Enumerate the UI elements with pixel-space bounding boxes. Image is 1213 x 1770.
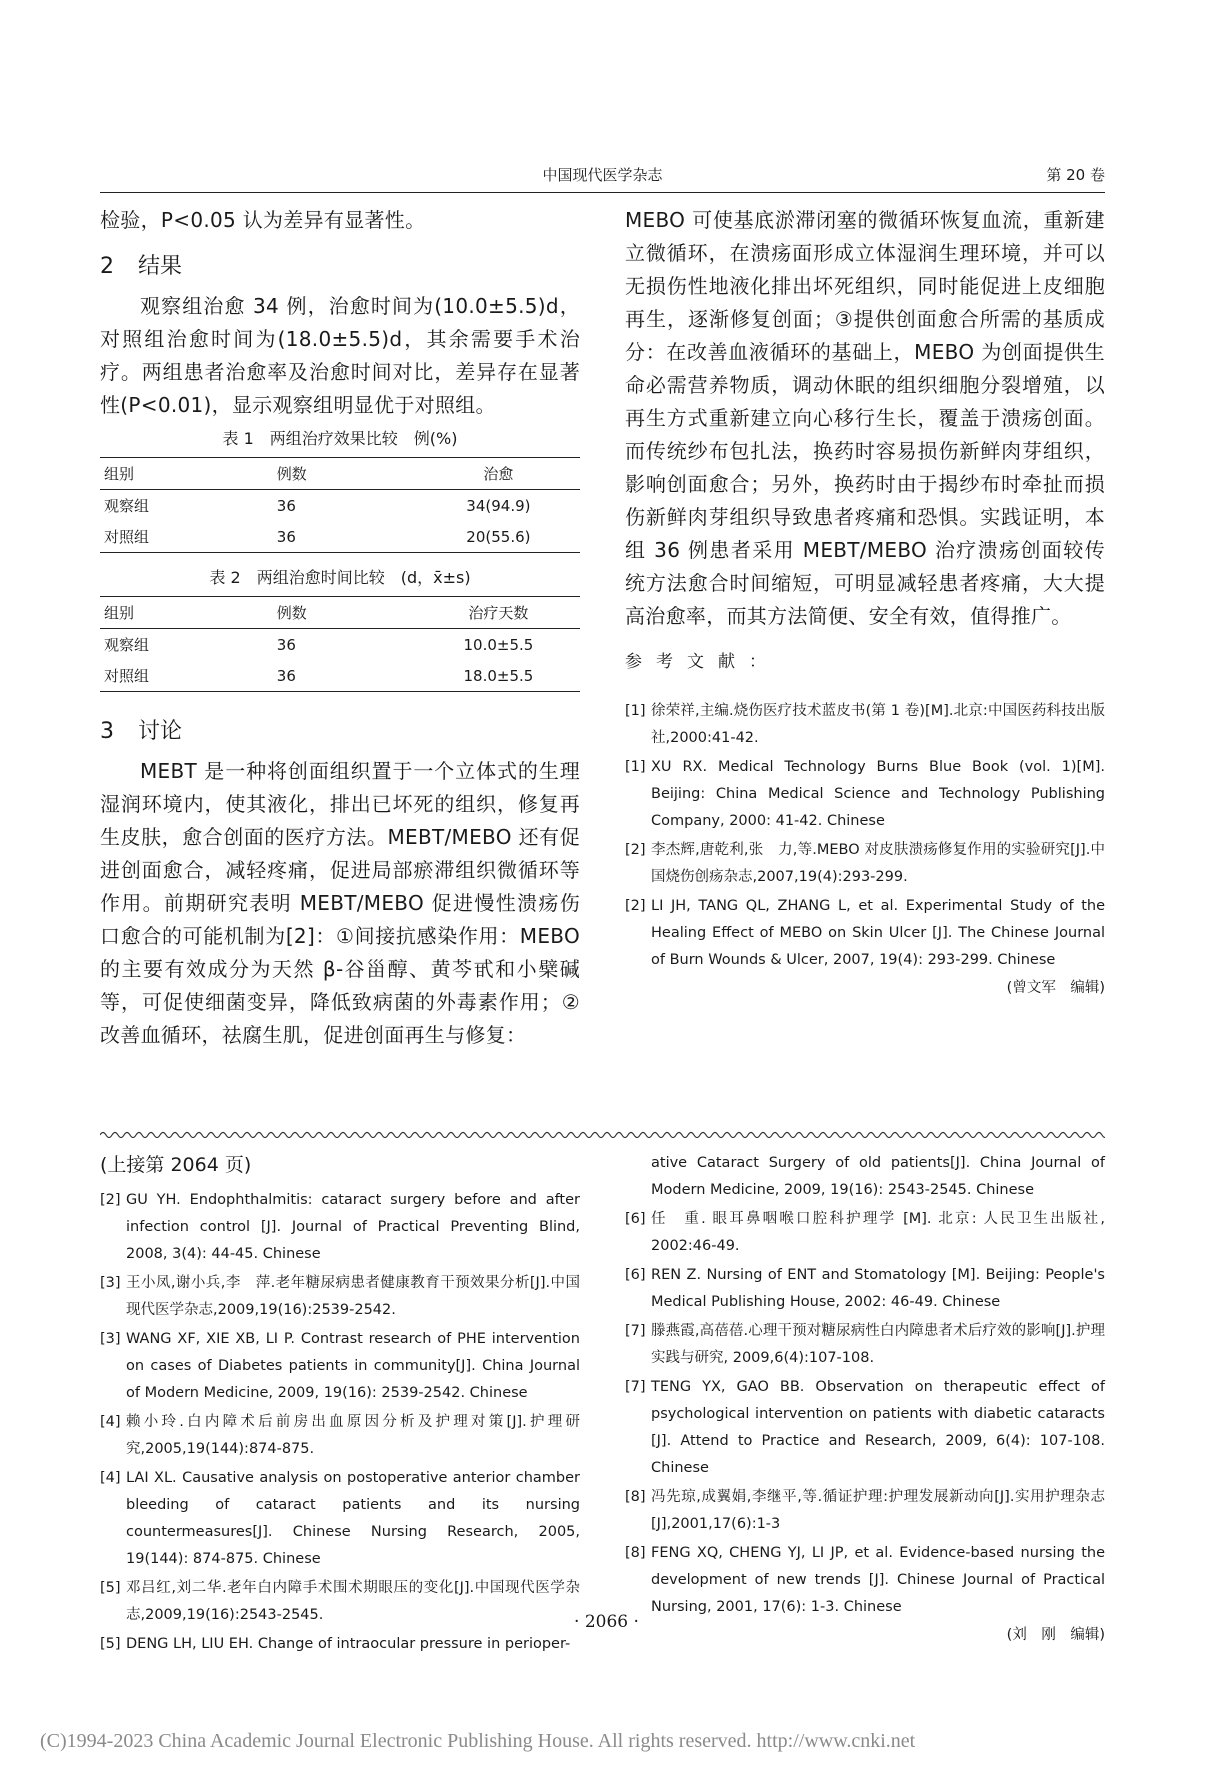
reference-item: [2] GU YH. Endophthalmitis: cataract surgery before and after infection control [J]. Journal of Practical Preventing Blind, 2008, 3(4): 44-45. Chinese [100,1192,580,1262]
wavy-divider [100,1128,1105,1142]
reference-item: [8] 冯先琼,成翼娟,李继平,等.循证护理:护理发展新动向[J].实用护理杂志[J],2001,17(6):1-3 [625,1489,1105,1532]
continued-heading: (上接第 2064 页) [100,1154,252,1176]
table-header-cell: 例数 [273,458,417,490]
reference-item: [3] 王小凤,谢小兵,李 萍.老年糖尿病患者健康教育干预效果分析[J].中国现代医学杂志,2009,19(16):2539-2542. [100,1275,580,1318]
reference-item: [1] XU RX. Medical Technology Burns Blue Book (vol. 1)[M]. Beijing: China Medical Science and Technology Publishing Company, 2000: 41-42. Chinese [625,759,1105,829]
table-cell: 34(94.9) [466,496,531,515]
section-heading-discussion [100,714,580,745]
section-heading-results [100,249,580,280]
reference-item: [1] 徐荣祥,主编.烧伤医疗技术蓝皮书(第 1 卷)[M].北京:中国医药科技出版社,2000:41-42. [625,703,1105,746]
table-row [100,660,580,692]
table-cell: 观察组 [104,497,150,515]
table-header-row [100,458,580,490]
table-header-cell: 组别 [100,458,273,490]
paragraph-discussion: MEBT 是一种将创面组织置于一个立体式的生理湿润环境内，使其液化，排出已坏死的组织，修复再生皮肤，愈合创面的医疗方法。MEBT/MEBO 还有促进创面愈合，减轻疼痛，促进局部瘀滞组织微循环等作用。前期研究表明 MEBT/MEBO 促进慢性溃疡伤口愈合的可能机制为[2]：①间接抗感染作用：MEBO 的主要有效成分为天然 β-谷甾醇、黄芩甙和小檗碱等，可促使细菌变异，降低致病菌的外毒素作用；②改善血循环，祛腐生肌，促进创面再生与修复： [100,759,580,1047]
section-number: 3 [100,719,114,744]
reference-item: [8] FENG XQ, CHENG YJ, LI JP, et al. Evidence-based nursing the development of new trends [J]. Chinese Journal of Practical Nursing, 2001, 17(6): 1-3. Chinese [625,1545,1105,1615]
reference-item: [4] LAI XL. Causative analysis on postoperative anterior chamber bleeding of cataract patients and its nursing countermeasures[J]. Chinese Nursing Research, 2005, 19(144): 874-875. Chinese [100,1470,580,1567]
reference-item: [7] 滕燕霞,高蓓蓓.心理干预对糖尿病性白内障患者术后疗效的影响[J].护理实践与研究, 2009,6(4):107-108. [625,1323,1105,1366]
editor-credit: (刘 刚 编辑) [1006,1627,1105,1643]
table-cell: 36 [273,521,417,553]
left-column [100,204,580,1052]
references-heading: 参考文献： [625,652,780,672]
volume-label: 第 20 卷 [1046,166,1105,184]
table-cell: 对照组 [100,521,273,553]
reference-item: ative Cataract Surgery of old patients[J]. China Journal of Modern Medicine, 2009, 19(16): 2543-2545. Chinese [651,1155,1105,1198]
table-cell: 对照组 [100,660,273,692]
reference-list [625,698,1105,974]
paragraph-results: 观察组治愈 34 例，治愈时间为(10.0±5.5)d，对照组治愈时间为(18.0±5.5)d，其余需要手术治疗。两组患者治愈率及治愈时间对比，差异存在显著性(P<0.01)，显示观察组明显优于对照组。 [100,294,580,417]
reference-item: [2] LI JH, TANG QL, ZHANG L, et al. Experimental Study of the Healing Effect of MEBO on Skin Ulcer [J]. The Chinese Journal of Burn Wounds & Ulcer, 2007, 19(4): 293-299. Chinese [625,898,1105,968]
table-cell: 36 [273,660,417,692]
table-row [100,521,580,553]
paragraph-stats: 检验，P<0.05 认为差异有显著性。 [100,208,426,232]
table1-caption: 表 1 两组治疗效果比较 例(%) [222,429,458,448]
continued-left-column [100,1150,580,1660]
table-header-cell: 例数 [273,597,417,629]
continued-reference-list [100,1187,580,1658]
table-cell: 36 [276,635,296,654]
reference-item: [5] 邓吕红,刘二华.老年白内障手术围术期眼压的变化[J].中国现代医学杂志,2009,19(16):2543-2545. [100,1580,580,1623]
running-head [100,160,1105,193]
editor-credit: (曾文军 编辑) [1006,980,1105,996]
table-cell: 36 [276,496,296,515]
table-row [100,629,580,661]
table-header-cell: 治愈 [417,458,580,490]
reference-item: [5] DENG LH, LIU EH. Change of intraocular pressure in perioper- [100,1636,571,1652]
table2 [100,596,580,692]
reference-item: [6] REN Z. Nursing of ENT and Stomatology [M]. Beijing: People's Medical Publishing House, 2002: 46-49. Chinese [625,1267,1105,1310]
paragraph-discussion-cont: MEBO 可使基底淤滞闭塞的微循环恢复血流，重新建立微循环，在溃疡面形成立体湿润生理环境，并可以无损伤性地液化排出坏死组织，同时能促进上皮细胞再生，逐渐修复创面；③提供创面愈合所需的基质成分：在改善血液循环的基础上，MEBO 为创面提供生命必需营养物质，调动休眠的组织细胞分裂增殖，以再生方式重新建立向心移行生长，覆盖于溃疡创面。而传统纱布包扎法，换药时容易损伤新鲜肉芽组织，影响创面愈合；另外，换药时由于揭纱布时牵扯而损伤新鲜肉芽组织导致患者疼痛和恐惧。实践证明，本组 36 例患者采用 MEBT/MEBO 治疗溃疡创面较传统方法愈合时间缩短，可明显减轻患者疼痛，大大提高治愈率，而其方法简便、安全有效，值得推广。 [625,208,1105,628]
continued-reference-list [625,1150,1105,1621]
table2-caption: 表 2 两组治愈时间比较 (d，x̄±s) [209,568,471,587]
reference-item: [7] TENG YX, GAO BB. Observation on therapeutic effect of psychological intervention on patients with diabetic cataracts [J]. Attend to Practice and Research, 2009, 6(4): 107-108. Chinese [625,1379,1105,1476]
reference-item: [6] 任 重. 眼耳鼻咽喉口腔科护理学 [M]. 北京: 人民卫生出版社, 2002:46-49. [625,1211,1105,1254]
table-cell: 18.0±5.5 [417,660,580,692]
table-cell: 观察组 [104,636,150,654]
table-header-cell: 治疗天数 [417,597,580,629]
section-number: 2 [100,254,114,279]
continued-right-column [625,1150,1105,1644]
table-cell: 20(55.6) [417,521,580,553]
table-header-row [100,597,580,629]
section-title: 讨论 [138,719,183,744]
right-column [625,204,1105,997]
journal-title: 中国现代医学杂志 [542,166,663,184]
page-number: · 2066 · [574,1612,639,1632]
table-cell: 10.0±5.5 [463,635,534,654]
copyright-watermark: (C)1994-2023 China Academic Journal Electronic Publishing House. All rights reserved. http://www.cnki.net [40,1730,916,1752]
table-header-cell: 组别 [100,597,273,629]
reference-item: [2] 李杰辉,唐乾利,张 力,等.MEBO 对皮肤溃疡修复作用的实验研究[J].中国烧伤创疡杂志,2007,19(4):293-299. [625,842,1105,885]
reference-item: [4] 赖小玲.白内障术后前房出血原因分析及护理对策[J].护理研究,2005,19(144):874-875. [100,1414,580,1457]
section-title: 结果 [138,254,183,279]
table-row [100,490,580,522]
table1 [100,457,580,553]
reference-item: [3] WANG XF, XIE XB, LI P. Contrast research of PHE intervention on cases of Diabetes patients in community[J]. China Journal of Modern Medicine, 2009, 19(16): 2539-2542. Chinese [100,1331,580,1401]
